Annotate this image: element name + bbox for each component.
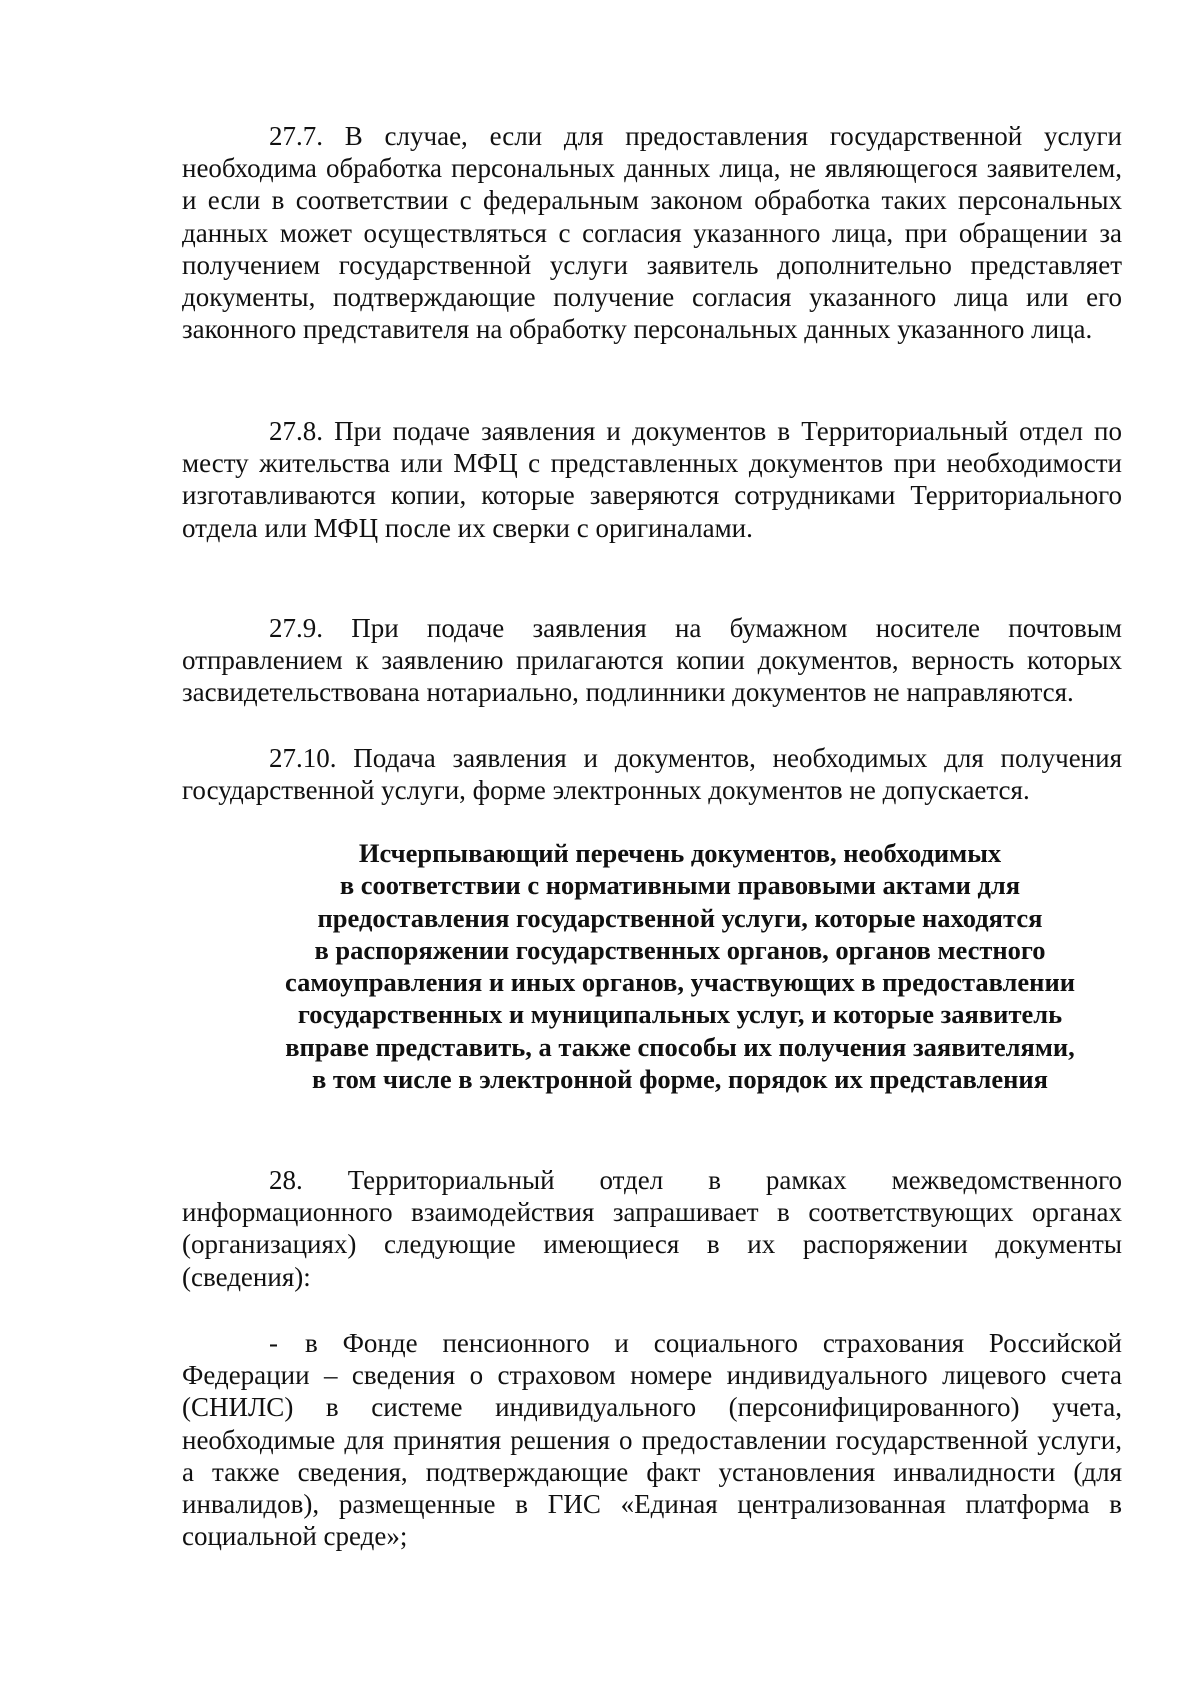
paragraph-28: 28. Территориальный отдел в рамках межведомственного информационного взаимодействия запрашивает в соответствующих органах (организациях) следующие имеющиеся в их распоряжении документы (сведения): <box>182 1165 1122 1292</box>
heading-line: самоуправления и иных органов, участвующих в предоставлении <box>285 967 1075 998</box>
heading-line: в том числе в электронной форме, порядок их представления <box>312 1064 1048 1095</box>
section-heading <box>240 837 1120 1095</box>
heading-line: в соответствии с нормативными правовыми актами для <box>339 870 1021 901</box>
paragraph-27-7: 27.7. В случае, если для предоставления государственной услуги необходима обработка персональных данных лица, не являющегося заявителем, и если в соответствии с федеральным законом обработка таких персональных данных может осуществляться с согласия указанного лица, при обращении за получением государственной услуги заявитель дополнительно представляет документы, подтверждающие получение согласия указанного лица или его законного представителя на обработку персональных данных указанного лица. <box>182 121 1122 345</box>
heading-line: вправе представить, а также способы их получения заявителями, <box>285 1031 1075 1062</box>
paragraph-27-9: 27.9. При подаче заявления на бумажном носителе почтовым отправлением к заявлению прилагаются копии документов, верность которых засвидетельствована нотариально, подлинники документов не направляются. <box>182 613 1122 708</box>
bullet-marker: - <box>269 1328 278 1358</box>
bullet-text: в Фонде пенсионного и социального страхования Российской Федерации – сведения о страховом номере индивидуального лицевого счета (СНИЛС) в системе индивидуального (персонифицированного) учета, необходимые для принятия решения о предоставлении государственной услуги, а также сведения, подтверждающие факт установления инвалидности (для инвалидов), размещенные в ГИС «Единая централизованная платформа в социальной среде»; <box>182 1328 1122 1552</box>
heading-line: предоставления государственной услуги, которые находятся <box>317 902 1043 933</box>
heading-line: государственных и муниципальных услуг, и которые заявитель <box>297 999 1063 1030</box>
paragraph-27-8: 27.8. При подаче заявления и документов в Территориальный отдел по месту жительства или МФЦ с представленных документов при необходимости изготавливаются копии, которые заверяются сотрудниками Территориального отдела или МФЦ после их сверки с оригиналами. <box>182 416 1122 543</box>
paragraph-27-10: 27.10. Подача заявления и документов, необходимых для получения государственной услуги, форме электронных документов не допускается. <box>182 743 1122 806</box>
heading-line: Исчерпывающий перечень документов, необходимых <box>358 838 1002 868</box>
heading-line: в распоряжении государственных органов, органов местного <box>314 934 1046 965</box>
bullet-item <box>182 1327 1122 1552</box>
